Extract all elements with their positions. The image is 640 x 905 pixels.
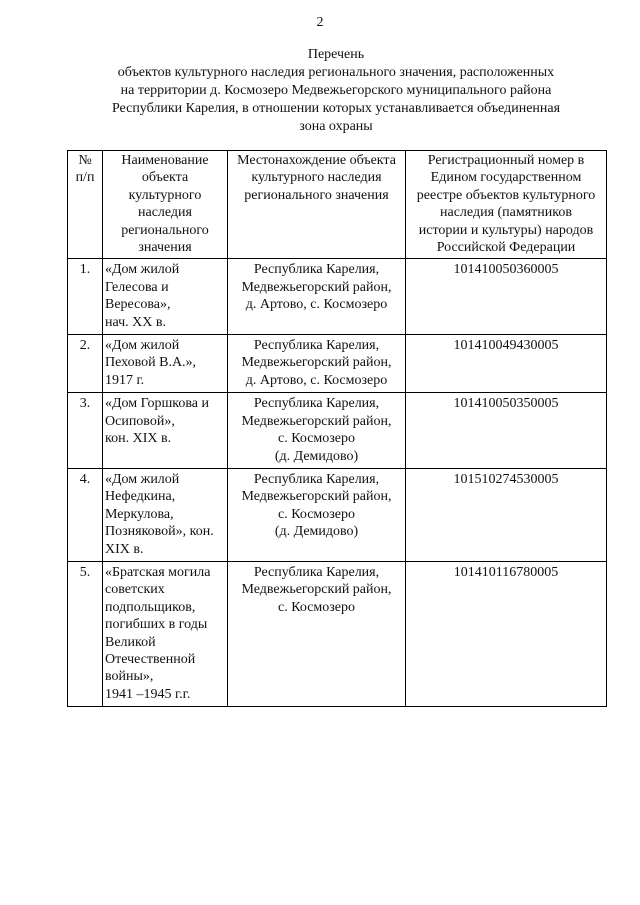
title-line: на территории д. Космозеро Медвежьегорского муниципального района bbox=[120, 83, 552, 98]
object-location bbox=[228, 393, 406, 469]
name-line: Позняковой», кон. bbox=[105, 524, 214, 540]
document-title bbox=[66, 46, 606, 136]
location-line: Медвежьегорский район, bbox=[241, 582, 392, 598]
location-line: Республика Карелия, bbox=[253, 396, 380, 412]
name-line: Нефедкина, bbox=[105, 489, 176, 505]
object-name bbox=[103, 393, 228, 469]
location-line: с. Космозеро bbox=[277, 599, 356, 615]
name-line: кон. XIX в. bbox=[105, 431, 172, 447]
location-line: с. Космозеро bbox=[277, 431, 356, 447]
object-location bbox=[228, 259, 406, 335]
location-line: д. Артово, с. Космозеро bbox=[245, 372, 388, 388]
title-line: Перечень bbox=[307, 47, 365, 62]
name-line: Вересова», bbox=[105, 297, 171, 313]
location-line: Медвежьегорский район, bbox=[241, 279, 392, 295]
location-line: Медвежьегорский район, bbox=[241, 355, 392, 371]
header-line: реестре объектов культурного bbox=[416, 187, 596, 203]
object-name bbox=[103, 335, 228, 393]
row-number: 2. bbox=[68, 335, 103, 393]
location-line: Республика Карелия, bbox=[253, 338, 380, 354]
object-name bbox=[103, 468, 228, 561]
name-line: погибших в годы bbox=[105, 617, 208, 633]
location-line: (д. Демидово) bbox=[274, 524, 359, 540]
table-row bbox=[68, 561, 607, 706]
row-number: 1. bbox=[68, 259, 103, 335]
name-line: нач. XX в. bbox=[105, 314, 167, 330]
row-number: 4. bbox=[68, 468, 103, 561]
registration-number: 101410050350005 bbox=[406, 393, 607, 469]
location-line: (д. Демидово) bbox=[274, 448, 359, 464]
title-line: Республики Карелия, в отношении которых устанавливается объединенная bbox=[111, 101, 561, 116]
header-line: регионального bbox=[121, 222, 209, 238]
location-line: с. Космозеро bbox=[277, 506, 356, 522]
header-line: Регистрационный номер в bbox=[427, 153, 585, 168]
page-number: 2 bbox=[316, 15, 324, 30]
location-line: Республика Карелия, bbox=[253, 262, 380, 278]
header-line: Наименование bbox=[121, 153, 209, 168]
header-line: значения bbox=[138, 240, 192, 256]
name-line: «Дом жилой bbox=[105, 262, 180, 278]
object-name bbox=[103, 561, 228, 706]
name-line: подпольщиков, bbox=[105, 599, 196, 615]
name-line: войны», bbox=[105, 669, 154, 685]
header-line: Едином государственном bbox=[430, 170, 582, 186]
name-line: Меркулова, bbox=[105, 506, 174, 522]
name-line: 1917 г. bbox=[105, 372, 145, 388]
header-registration bbox=[406, 151, 607, 259]
header-number bbox=[68, 151, 103, 259]
header-line: культурного наследия bbox=[251, 170, 382, 186]
table-row bbox=[68, 468, 607, 561]
header-line: № bbox=[78, 153, 92, 168]
table-header-row bbox=[68, 151, 607, 259]
header-line: Российской Федерации bbox=[436, 240, 576, 256]
table-row bbox=[68, 259, 607, 335]
header-location bbox=[228, 151, 406, 259]
name-line: Отечественной bbox=[105, 651, 196, 667]
row-number: 3. bbox=[68, 393, 103, 469]
header-name bbox=[103, 151, 228, 259]
header-line: объекта bbox=[141, 170, 189, 186]
table-row bbox=[68, 335, 607, 393]
header-line: наследия (памятников bbox=[440, 205, 572, 221]
object-name bbox=[103, 259, 228, 335]
registration-number: 101410116780005 bbox=[406, 561, 607, 706]
registration-number: 101510274530005 bbox=[406, 468, 607, 561]
name-line: «Братская могила bbox=[105, 564, 211, 580]
name-line: Пеховой В.А.», bbox=[105, 355, 197, 371]
row-number: 5. bbox=[68, 561, 103, 706]
name-line: XIX в. bbox=[105, 541, 144, 557]
name-line: советских bbox=[105, 582, 165, 598]
object-location bbox=[228, 335, 406, 393]
name-line: «Дом жилой bbox=[105, 471, 180, 487]
name-line: «Дом Горшкова и bbox=[105, 396, 210, 412]
header-line: культурного bbox=[128, 187, 202, 203]
header-line: Местонахождение объекта bbox=[237, 153, 396, 168]
registration-number: 101410050360005 bbox=[406, 259, 607, 335]
location-line: д. Артово, с. Космозеро bbox=[245, 297, 388, 313]
header-line: п/п bbox=[75, 170, 95, 186]
title-line: объектов культурного наследия регионального значения, расположенных bbox=[117, 65, 555, 80]
heritage-objects-table bbox=[67, 150, 607, 707]
object-location bbox=[228, 561, 406, 706]
location-line: Медвежьегорский район, bbox=[241, 413, 392, 429]
name-line: Осиповой», bbox=[105, 413, 175, 429]
location-line: Республика Карелия, bbox=[253, 471, 380, 487]
name-line: Гелесова и bbox=[105, 279, 169, 295]
name-line: 1941 –1945 г.г. bbox=[105, 686, 191, 702]
title-line: зона охраны bbox=[299, 119, 373, 134]
location-line: Республика Карелия, bbox=[253, 564, 380, 580]
location-line: Медвежьегорский район, bbox=[241, 489, 392, 505]
header-line: наследия bbox=[138, 205, 192, 221]
name-line: «Дом жилой bbox=[105, 338, 180, 354]
header-line: регионального значения bbox=[244, 187, 389, 203]
name-line: Великой bbox=[105, 634, 156, 650]
table-row bbox=[68, 393, 607, 469]
registration-number: 101410049430005 bbox=[406, 335, 607, 393]
object-location bbox=[228, 468, 406, 561]
header-line: истории и культуры) народов bbox=[418, 222, 594, 238]
